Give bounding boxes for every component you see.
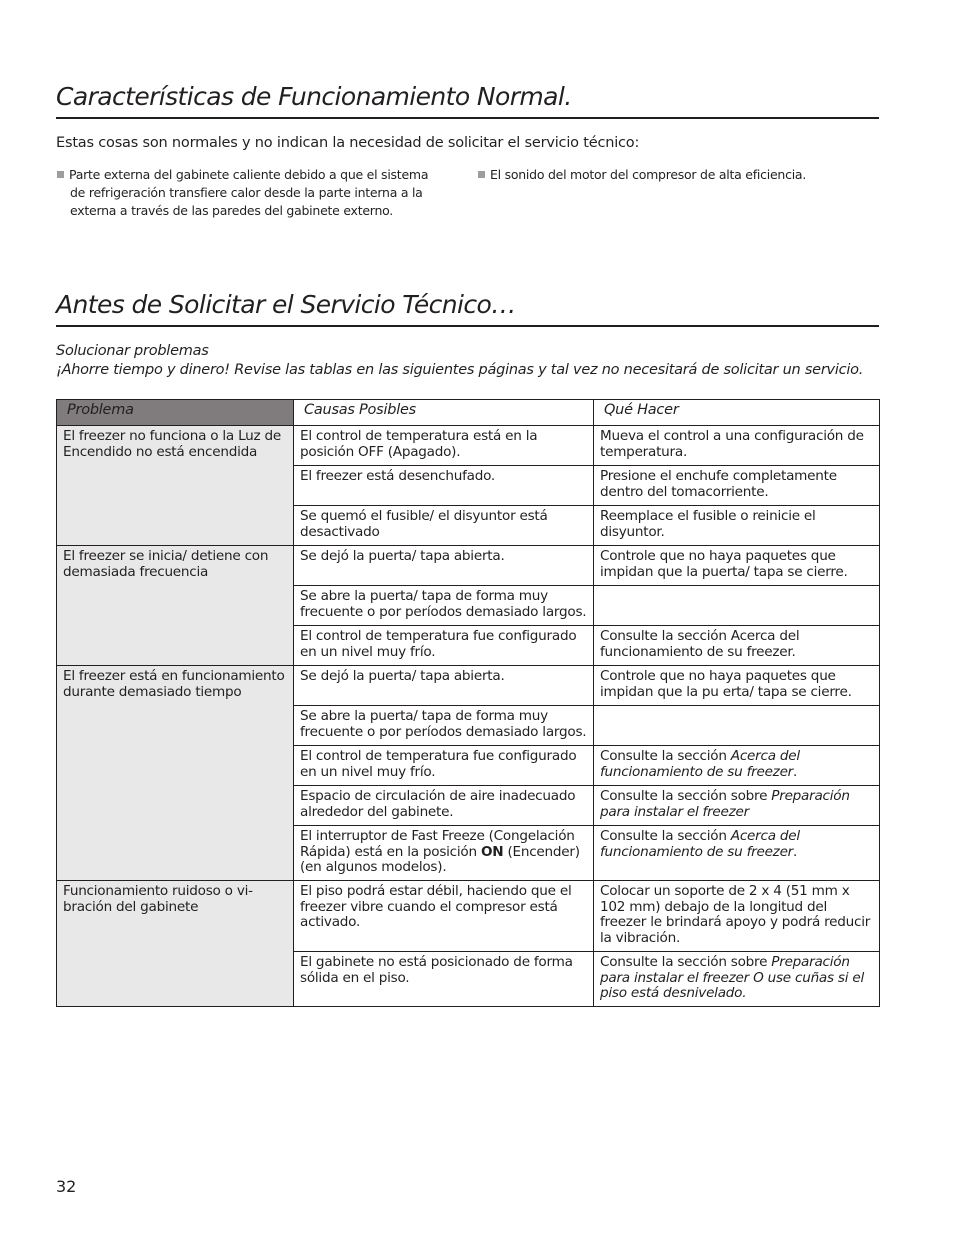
problem-cell: El freezer está en funcionamiento durante demasiado tiempo — [57, 666, 294, 881]
cause-cell: El control de temperatura fue configurado en un nivel muy frío. — [294, 746, 594, 786]
bullet-list-right — [478, 166, 806, 184]
cause-cell — [294, 826, 594, 881]
fix-cell: Consulte la sección Acerca del funcionamiento de su freezer. — [594, 626, 880, 666]
bullet-text: El sonido del motor del compresor de alta eficiencia. — [490, 167, 807, 182]
fix-text: Consulte la sección — [600, 748, 731, 764]
fix-reference: Preparación para instalar el freezer — [600, 788, 850, 820]
square-bullet-icon — [57, 171, 64, 178]
table-row — [57, 881, 880, 952]
fix-text: . — [793, 843, 798, 860]
cause-cell: El freezer está desenchufado. — [294, 466, 594, 506]
bullet-text: externa a través de las paredes del gabinete externo. — [70, 203, 394, 218]
fix-cell: Colocar un soporte de 2 x 4 (51 mm x 102 mm) debajo de la longitud del freezer le brindará apoyo y podrá reducir la vibración. — [594, 881, 880, 952]
fix-cell — [594, 786, 880, 826]
cause-cell: El control de temperatura fue configurado en un nivel muy frío. — [294, 626, 594, 666]
fix-reference: Preparación para instalar el freezer O use cuñas si el piso está desnivelado. — [600, 954, 864, 1002]
cause-cell: Se abre la puerta/ tapa de forma muy frecuente o por períodos demasiado largos. — [294, 586, 594, 626]
fix-cell: Mueva el control a una configuración de temperatura. — [594, 426, 880, 466]
cause-text: (Encender) (en algunos modelos). — [300, 843, 580, 876]
cause-cell: El piso podrá estar débil, haciendo que el freezer vibre cuando el compresor está activado. — [294, 881, 594, 952]
cause-emphasis: ON — [480, 843, 504, 860]
section-title-before-service: Antes de Solicitar el Servicio Técnico… — [56, 290, 516, 319]
fix-cell — [594, 826, 880, 881]
troubleshooting-tip: ¡Ahorre tiempo y dinero! Revise las tablas en las siguientes páginas y tal vez no necesitará de solicitar un servicio. — [56, 362, 864, 378]
cause-cell: El control de temperatura está en la posición OFF (Apagado). — [294, 426, 594, 466]
troubleshooting-subtitle: Solucionar problemas — [56, 343, 209, 359]
cause-cell: El gabinete no está posicionado de forma sólida en el piso. — [294, 952, 594, 1007]
fix-cell: Presione el enchufe completamente dentro del tomacorriente. — [594, 466, 880, 506]
fix-cell — [594, 952, 880, 1007]
table-row — [57, 426, 880, 466]
fix-reference: Acerca del funcionamiento de su freezer — [600, 828, 800, 860]
fix-cell: Controle que no haya paquetes que impidan que la puerta/ tapa se cierre. — [594, 546, 880, 586]
fix-text: Consulte la sección sobre — [600, 788, 772, 804]
cause-cell: Se quemó el fusible/ el disyuntor está desactivado — [294, 506, 594, 546]
table-header-row — [57, 400, 880, 426]
fix-cell: Controle que no haya paquetes que impidan que la pu erta/ tapa se cierre. — [594, 666, 880, 706]
troubleshooting-intro — [56, 342, 863, 380]
title-rule — [56, 117, 879, 119]
header-problem: Problema — [57, 400, 294, 426]
cause-cell: Se abre la puerta/ tapa de forma muy frecuente o por períodos demasiado largos. — [294, 706, 594, 746]
problem-cell: El freezer se inicia/ detiene con demasiada frecuencia — [57, 546, 294, 666]
problem-cell: Funcionamiento ruidoso o vi- bración del gabinete — [57, 881, 294, 1007]
bullet-list-left — [57, 166, 428, 220]
fix-text: Consulte la sección sobre — [600, 954, 772, 970]
fix-text: Consulte la sección — [600, 828, 731, 844]
problem-cell: El freezer no funciona o la Luz de Encendido no está encendida — [57, 426, 294, 546]
square-bullet-icon — [478, 171, 485, 178]
header-causes: Causas Posibles — [294, 400, 594, 426]
fix-text: . — [793, 763, 798, 780]
cause-text: El interruptor de Fast Freeze (Congelación Rápida) está en la posición — [300, 828, 575, 860]
header-what-to-do: Qué Hacer — [594, 400, 880, 426]
fix-reference: Acerca del funcionamiento de su freezer — [600, 748, 800, 780]
cause-cell: Se dejó la puerta/ tapa abierta. — [294, 546, 594, 586]
normal-operation-intro: Estas cosas son normales y no indican la necesidad de solicitar el servicio técnico: — [56, 135, 640, 151]
page-number: 32 — [56, 1177, 77, 1196]
title-rule — [56, 325, 879, 327]
bullet-text: de refrigeración transfiere calor desde la parte interna a la — [70, 185, 423, 200]
cause-cell: Se dejó la puerta/ tapa abierta. — [294, 666, 594, 706]
fix-cell — [594, 706, 880, 746]
table-row — [57, 666, 880, 706]
table-row — [57, 546, 880, 586]
fix-cell — [594, 586, 880, 626]
troubleshooting-table — [56, 399, 880, 1007]
cause-cell: Espacio de circulación de aire inadecuado alrededor del gabinete. — [294, 786, 594, 826]
fix-cell: Reemplace el fusible o reinicie el disyuntor. — [594, 506, 880, 546]
fix-cell — [594, 746, 880, 786]
bullet-text: Parte externa del gabinete caliente debido a que el sistema — [69, 167, 429, 182]
section-title-normal-operation: Características de Funcionamiento Normal. — [56, 82, 572, 111]
